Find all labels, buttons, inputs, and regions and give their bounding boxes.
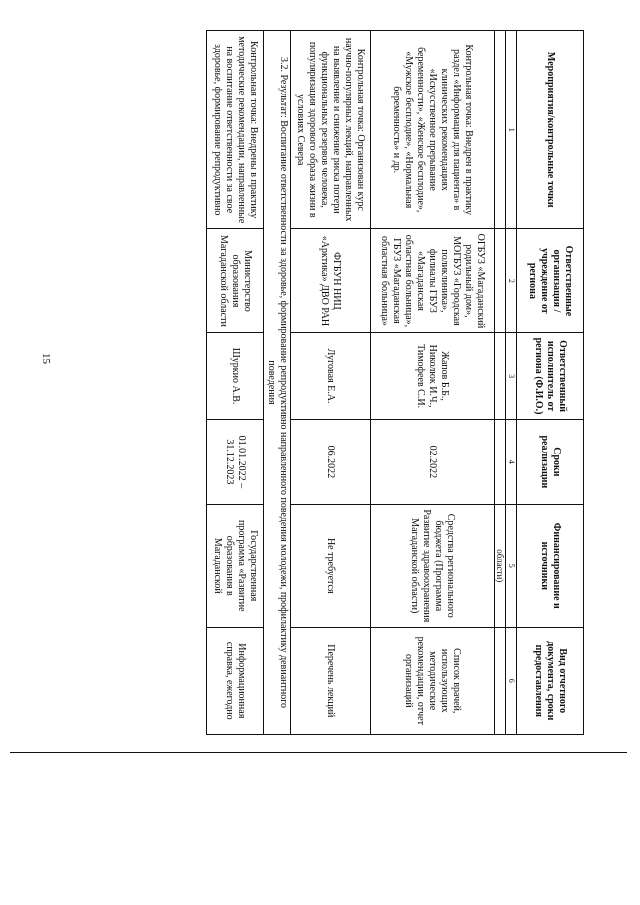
activity-cell: Контрольная точка: Внедрены в практику методические рекомендации, направленные на воспитание ответственности за свое здоровье, формирование репродуктивно — [206, 31, 263, 229]
column-number: 4 — [506, 419, 517, 504]
column-number: 3 — [506, 333, 517, 419]
result-row — [263, 31, 290, 735]
carry-over-text: области) — [494, 504, 506, 627]
report-cell: Список врачей, использующих методические рекомендации, отчет организаций — [370, 627, 494, 734]
table-row — [290, 31, 370, 735]
financing-cell: Средства регионального бюджета (Программа Развитие здравоохранения Магаданской области) — [370, 504, 494, 627]
financing-cell: Не требуется — [290, 504, 370, 627]
activity-cell: Контрольная точка: Организован курс научно-популярных лекций, направленных на выявление и снижение риска потери функциональных резервов человека, популяризация здорового образа жизни в условиях Севера — [290, 31, 370, 229]
financing-cell: Государственная программа «Развитие образования в Магаданской — [206, 504, 263, 627]
deadline-cell: 01.01.2022 – 31.12.2023 — [206, 419, 263, 504]
executor-cell: Луговая Е.А. — [290, 333, 370, 419]
deadline-cell: 06.2022 — [290, 419, 370, 504]
table-row — [206, 31, 263, 735]
executor-cell: Шуркио А.В. — [206, 333, 263, 419]
header-row — [517, 31, 584, 735]
column-numbers-row — [506, 31, 517, 735]
header-financing: Финансирование и источники — [517, 504, 584, 627]
executor-cell: Жапов Б.Б., Николюк И.Ч., Тимофеев С.И. — [370, 333, 494, 419]
column-number: 1 — [506, 31, 517, 229]
activities-table — [206, 30, 584, 735]
page-number: 15 — [40, 353, 52, 364]
report-cell: Информационная справка, ежегодно — [206, 627, 263, 734]
column-number: 2 — [506, 229, 517, 333]
result-text: 3.2. Результат: Воспитание ответственности за здоровье, формирование репродуктивно направленного поведения молодежи, профилактику девиантного поведения — [263, 31, 290, 735]
header-executor: Ответственный исполнитель от региона (Ф.И.О.) — [517, 333, 584, 419]
carry-over-row — [494, 31, 506, 735]
deadline-cell: 02.2022 — [370, 419, 494, 504]
column-number: 5 — [506, 504, 517, 627]
header-deadline: Сроки реализации — [517, 419, 584, 504]
header-activity: Мероприятия/контрольные точки — [517, 31, 584, 229]
organization-cell: ОГБУЗ «Магаданский родильный дом», МОГБУЗ «Городская поликлиника», филиалы ГБУЗ «Магаданская областная больница», ГБУЗ «Магаданская областная больница» — [370, 229, 494, 333]
header-organization: Ответственные организация / учреждение от региона — [517, 229, 584, 333]
organization-cell: ФГБУН НИЦ «Арктика» ДВО РАН — [290, 229, 370, 333]
column-number: 6 — [506, 627, 517, 734]
rotated-table-container — [72, 30, 584, 735]
table-row — [370, 31, 494, 735]
report-cell: Перечень лекций — [290, 627, 370, 734]
page-divider-line — [10, 752, 627, 753]
header-report: Вид отчетного документа, сроки предоставления — [517, 627, 584, 734]
activity-cell: Контрольная точка: Внедрен в практику раздел «Информация для пациента» в клинических рекомендациях «Искусственное прерывание беременности», «Женское бесплодие», «Мужское бесплодие», «Нормальная беременность» и др. — [370, 31, 494, 229]
organization-cell: Министерство образования Магаданской области — [206, 229, 263, 333]
